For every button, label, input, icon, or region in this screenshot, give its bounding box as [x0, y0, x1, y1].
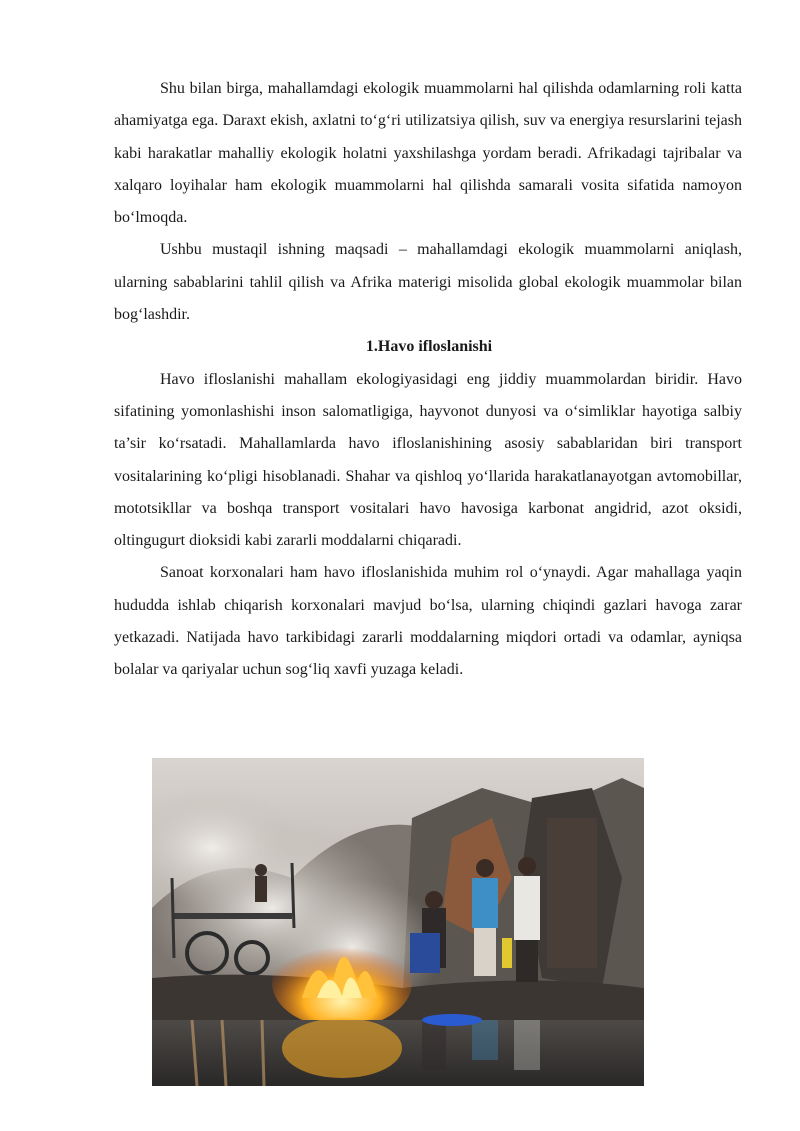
pollution-photo: [152, 758, 644, 1086]
text-body: [114, 73, 742, 687]
paragraph-air-pollution: Havo ifloslanishi mahallam ekologiyasidagi eng jiddiy muammolardan biridir. Havo sifatining yomonlashishi inson salomatligiga, hayvonot dunyosi va o‘simliklar hayotiga salbiy ta’sir ko‘rsatadi. Mahallamlarda havo ifloslanishining asosiy sabablaridan biri transport vositalarining ko‘pligi hisoblanadi. Shahar va qishloq yo‘llarida harakatlanayotgan avtomobillar, mototsikllar va boshqa transport vositalari havo havosiga karbonat angidrid, azot oksidi, oltingugurt dioksidi kabi zararli moddalarni chiqaradi.: [114, 370, 742, 550]
paragraph-goal: Ushbu mustaqil ishning maqsadi – mahallamdagi ekologik muammolarni aniqlash, ularning sabablarini tahlil qilish va Afrika materigi misolida global ekologik muammolar bilan bog‘lashdir.: [114, 241, 742, 324]
paragraph-industry: Sanoat korxonalari ham havo ifloslanishida muhim rol o‘ynaydi. Agar mahallaga yaqin hududda ishlab chiqarish korxonalari mavjud bo‘lsa, ularning chiqindi gazlari havoga zarar yetkazadi. Natijada havo tarkibidagi zararli moddalarning miqdori ortadi va odamlar, ayniqsa bolalar va qariyalar uchun sog‘liq xavfi yuzaga keladi.: [114, 564, 742, 679]
section-heading: 1.Havo ifloslanishi: [365, 338, 493, 356]
pollution-photo-illustration: [152, 758, 644, 1086]
paragraph-intro: Shu bilan birga, mahallamdagi ekologik muammolarni hal qilishda odamlarning roli katta ahamiyatga ega. Daraxt ekish, axlatni to‘g‘ri utilizatsiya qilish, suv va energiya resurslarini tejash kabi harakatlar mahalliy ekologik holatni yaxshilashga yordam beradi. Afrikadagi tajribalar va xalqaro loyihalar ham ekologik muammolarni hal qilishda samarali vosita sifatida namoyon bo‘lmoqda.: [114, 80, 742, 227]
